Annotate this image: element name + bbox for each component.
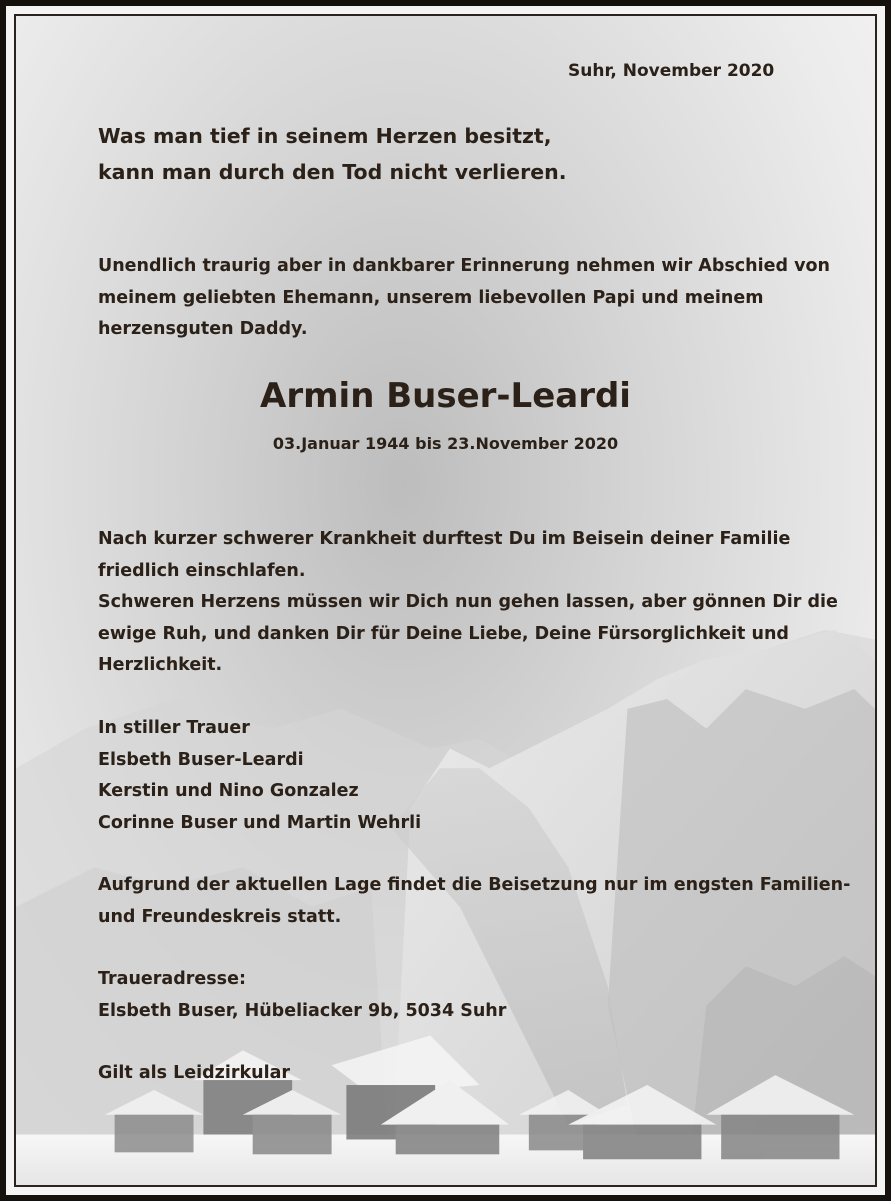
message-line: ewige Ruh, und danken Dir für Deine Liebe, Deine Fürsorglichkeit und — [98, 623, 789, 644]
motto-line: Was man tief in seinem Herzen besitzt, — [98, 124, 552, 148]
mourners-list — [98, 713, 421, 839]
message-paragraph — [98, 524, 838, 682]
message-line: friedlich einschlafen. — [98, 560, 306, 581]
deceased-name: Armin Buser-Leardi — [260, 376, 631, 416]
burial-line: und Freundeskreis statt. — [98, 906, 342, 927]
burial-line: Aufgrund der aktuellen Lage findet die Beisetzung nur im engsten Familien- — [98, 875, 851, 895]
mourner-line: Kerstin und Nino Gonzalez — [98, 781, 359, 801]
intro-line: Unendlich traurig aber in dankbarer Erinnerung nehmen wir Abschied von — [98, 256, 830, 276]
intro-line: herzensguten Daddy. — [98, 319, 308, 339]
motto-quote — [98, 118, 566, 190]
life-dates: 03.Januar 1944 bis 23.November 2020 — [272, 434, 619, 453]
address-line: Elsbeth Buser, Hübeliacker 9b, 5034 Suhr — [98, 1000, 507, 1021]
message-line: Herzlichkeit. — [98, 655, 223, 675]
motto-line: kann man durch den Tod nicht verlieren. — [98, 160, 567, 184]
mourning-address — [98, 964, 506, 1027]
circular-note: Gilt als Leidzirkular — [98, 1063, 291, 1083]
obituary-card — [14, 14, 877, 1187]
message-line: Nach kurzer schwerer Krankheit durftest Du im Beisein deiner Familie — [98, 529, 791, 549]
mourner-line: Corinne Buser und Martin Wehrli — [98, 812, 422, 833]
address-label: Traueradresse: — [98, 969, 246, 989]
place-and-date: Suhr, November 2020 — [568, 61, 775, 81]
burial-note — [98, 870, 850, 933]
intro-line: meinem geliebten Ehemann, unserem liebevollen Papi und meinem — [98, 287, 764, 308]
message-line: Schweren Herzens müssen wir Dich nun gehen lassen, aber gönnen Dir die — [98, 592, 838, 612]
mourner-line: In stiller Trauer — [98, 718, 250, 738]
intro-paragraph — [98, 251, 830, 346]
mourner-line: Elsbeth Buser-Leardi — [98, 749, 304, 770]
